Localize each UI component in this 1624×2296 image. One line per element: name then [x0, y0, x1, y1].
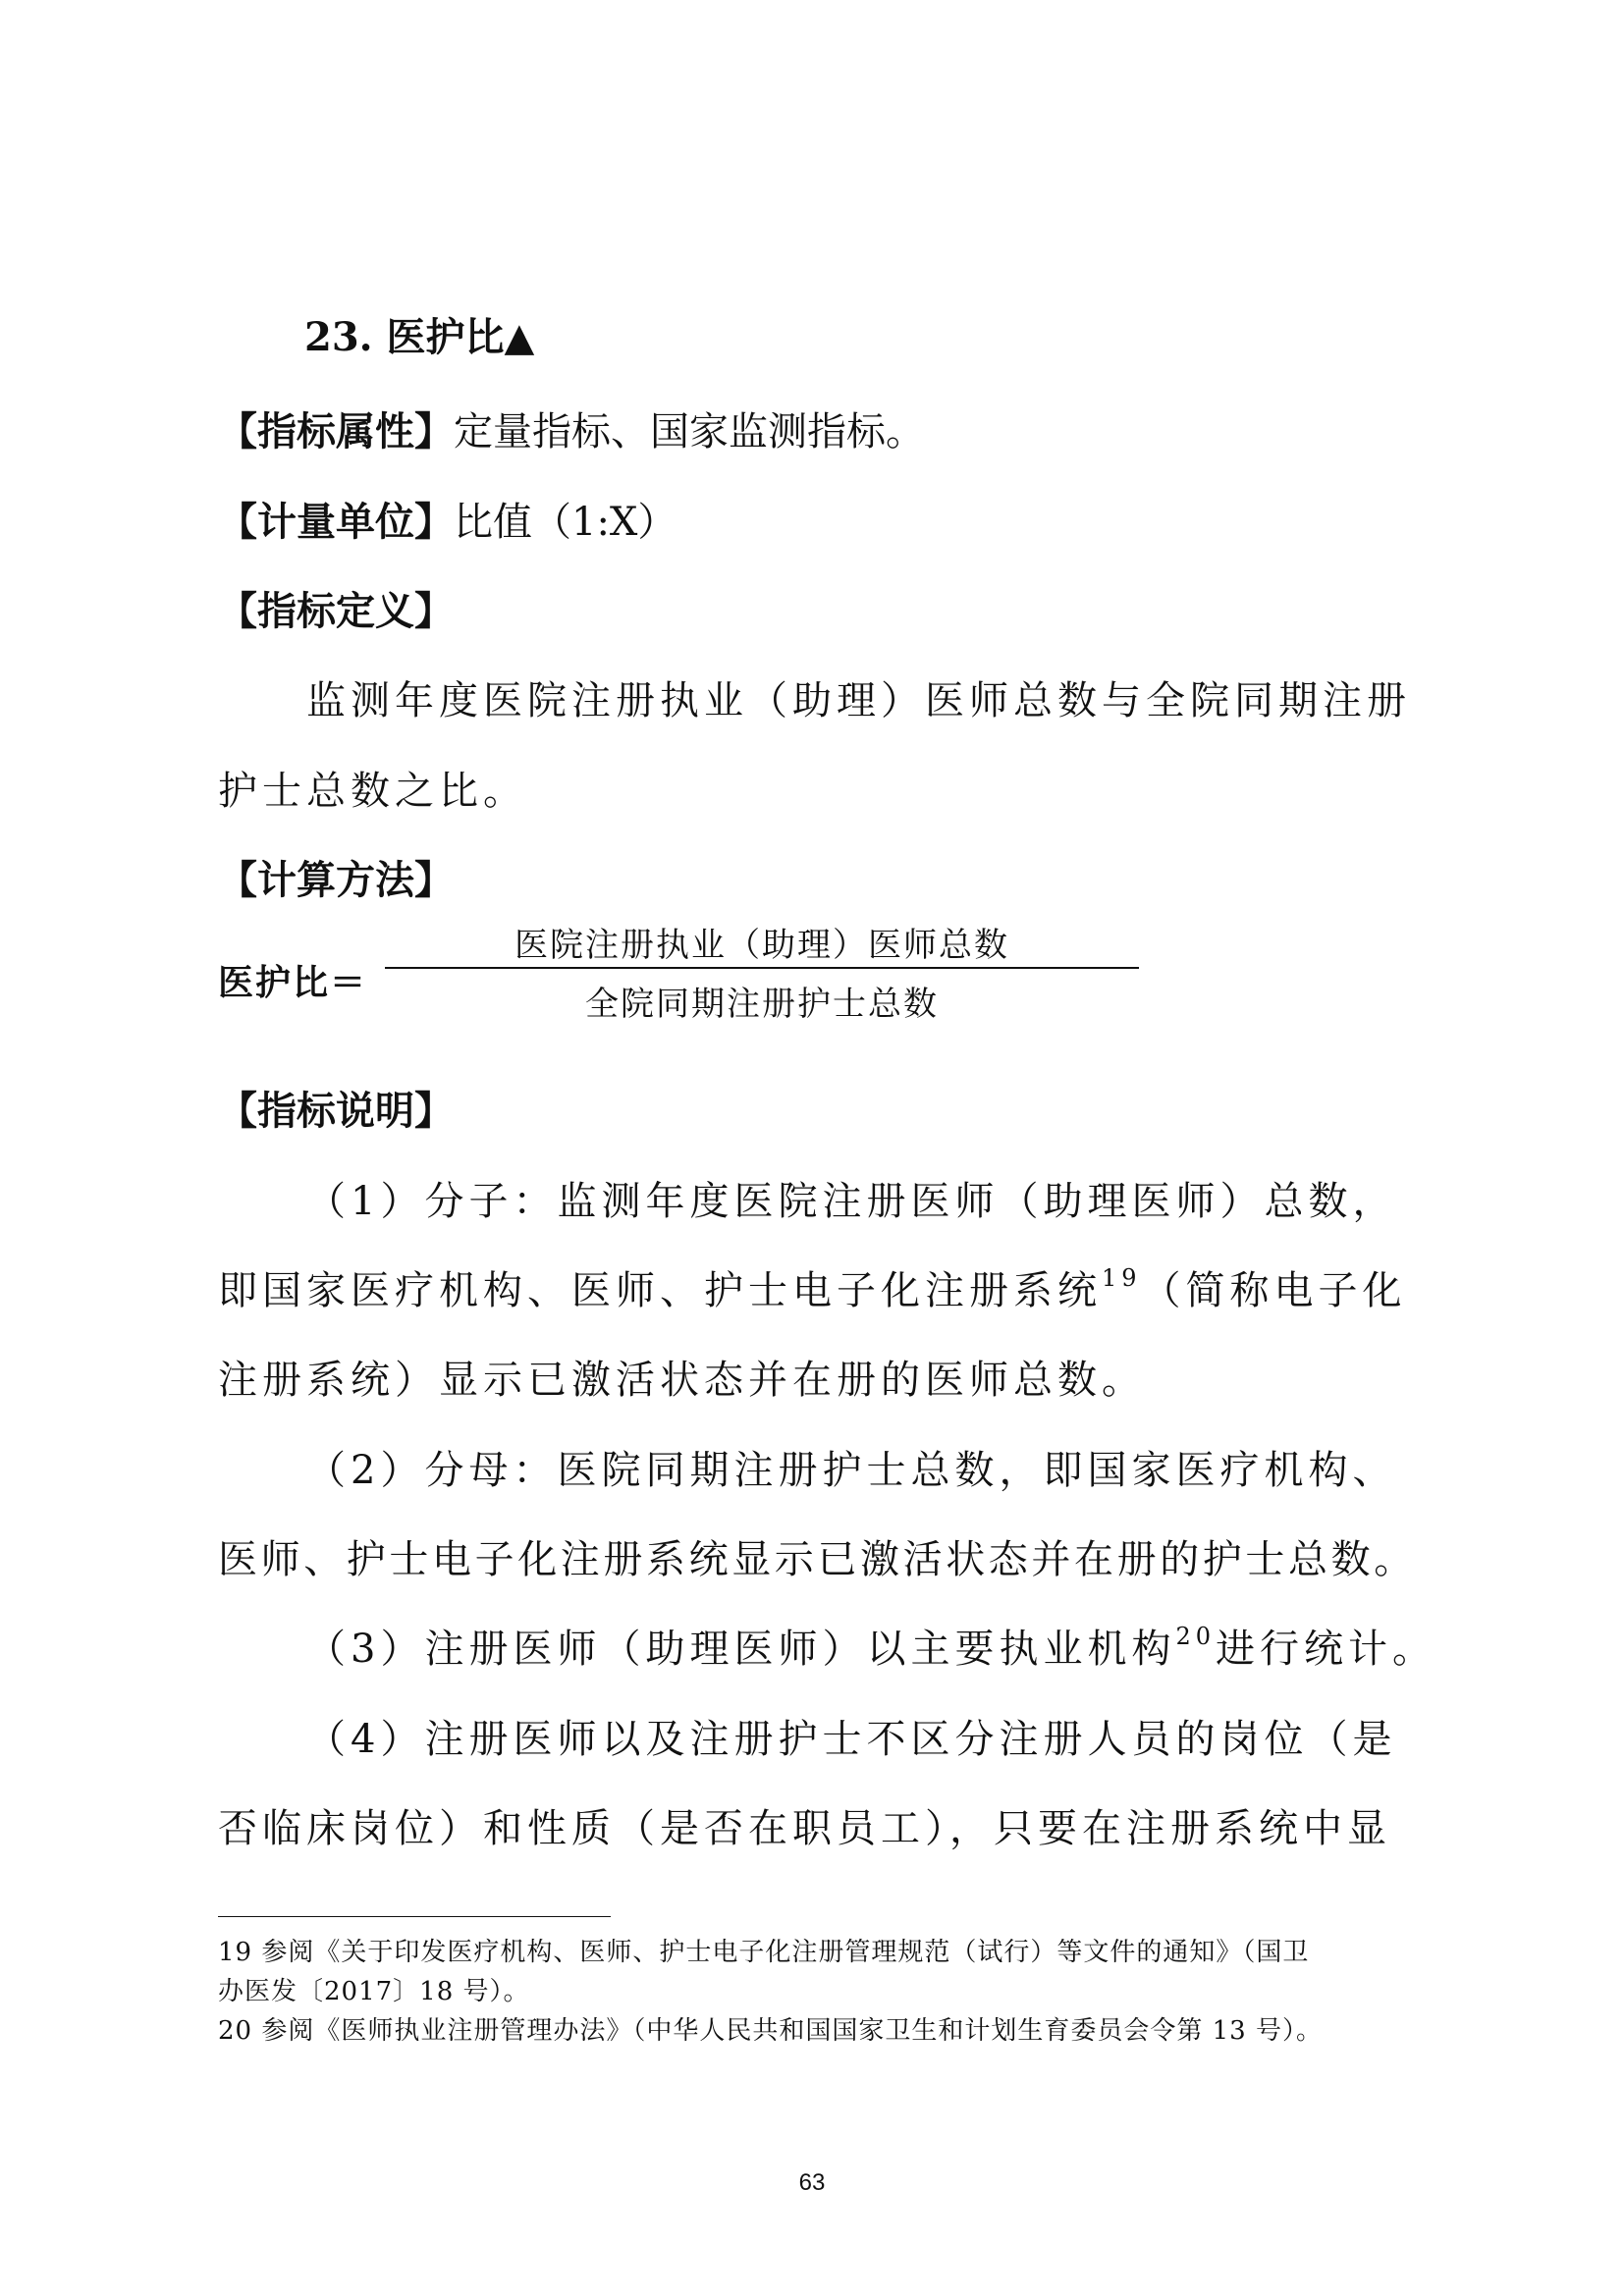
footnote-20: 20 参阅《医师执业注册管理办法》（中华人民共和国国家卫生和计划生育委员会令第 13 号）。	[218, 2016, 1323, 2046]
note-3-line	[306, 1618, 1436, 1674]
page-number: 63	[798, 2169, 826, 2196]
footnote-separator	[218, 1916, 611, 1917]
unit-line	[218, 491, 677, 547]
attribute-value: 定量指标、国家监测指标。	[454, 409, 925, 454]
note-1-line-3: 注册系统）显示已激活状态并在册的医师总数。	[218, 1358, 1146, 1403]
notes-label: 【指标说明】	[218, 1089, 454, 1134]
method-label: 【计算方法】	[218, 858, 454, 903]
definition-label: 【指标定义】	[218, 589, 454, 634]
footnote-ref-19: 19	[1102, 1263, 1142, 1292]
notes-label-line	[218, 1080, 454, 1136]
attribute-line	[218, 400, 925, 456]
fraction-bar	[385, 967, 1139, 969]
note-2-line-1: （2）分母：医院同期注册护士总数，即国家医疗机构、	[306, 1448, 1397, 1493]
formula-numerator: 医院注册执业（助理）医师总数	[514, 926, 1009, 965]
note-1-line-2	[218, 1259, 1407, 1315]
note-3-a: （3）注册医师（助理医师）以主要执业机构	[306, 1627, 1176, 1672]
footnote-19-line-1: 19 参阅《关于印发医疗机构、医师、护士电子化注册管理规范（试行）等文件的通知》（国卫	[218, 1938, 1310, 1967]
attribute-label: 【指标属性】	[218, 409, 454, 454]
note-4-line-1: （4）注册医师以及注册护士不区分注册人员的岗位（是	[306, 1717, 1397, 1762]
definition-label-line	[218, 580, 454, 636]
note-1-line-1: （1）分子：监测年度医院注册医师（助理医师）总数，	[306, 1179, 1397, 1224]
ratio-formula	[218, 918, 1009, 1036]
definition-text-2: 护士总数之比。	[218, 769, 527, 814]
note-3-b: 进行统计。	[1216, 1627, 1436, 1672]
section-heading: 23. 医护比▲	[304, 314, 535, 360]
formula-lhs: 医护比＝	[218, 963, 368, 1003]
note-4-line-2: 否临床岗位）和性质（是否在职员工），只要在注册系统中显	[218, 1806, 1391, 1851]
unit-value: 比值（1:X）	[454, 500, 677, 545]
footnote-ref-20: 20	[1175, 1622, 1216, 1650]
note-1-line-2b: （简称电子化	[1141, 1268, 1407, 1313]
definition-text-1: 监测年度医院注册执业（助理）医师总数与全院同期注册	[306, 678, 1411, 723]
unit-label: 【计量单位】	[218, 500, 454, 545]
method-label-line	[218, 849, 454, 905]
note-2-line-2: 医师、护士电子化注册系统显示已激活状态并在册的护士总数。	[218, 1537, 1417, 1582]
formula-denominator: 全院同期注册护士总数	[585, 985, 939, 1024]
note-1-line-2a: 即国家医疗机构、医师、护士电子化注册系统	[218, 1268, 1102, 1313]
footnote-19-line-2: 办医发〔2017〕18 号）。	[218, 1977, 530, 2006]
